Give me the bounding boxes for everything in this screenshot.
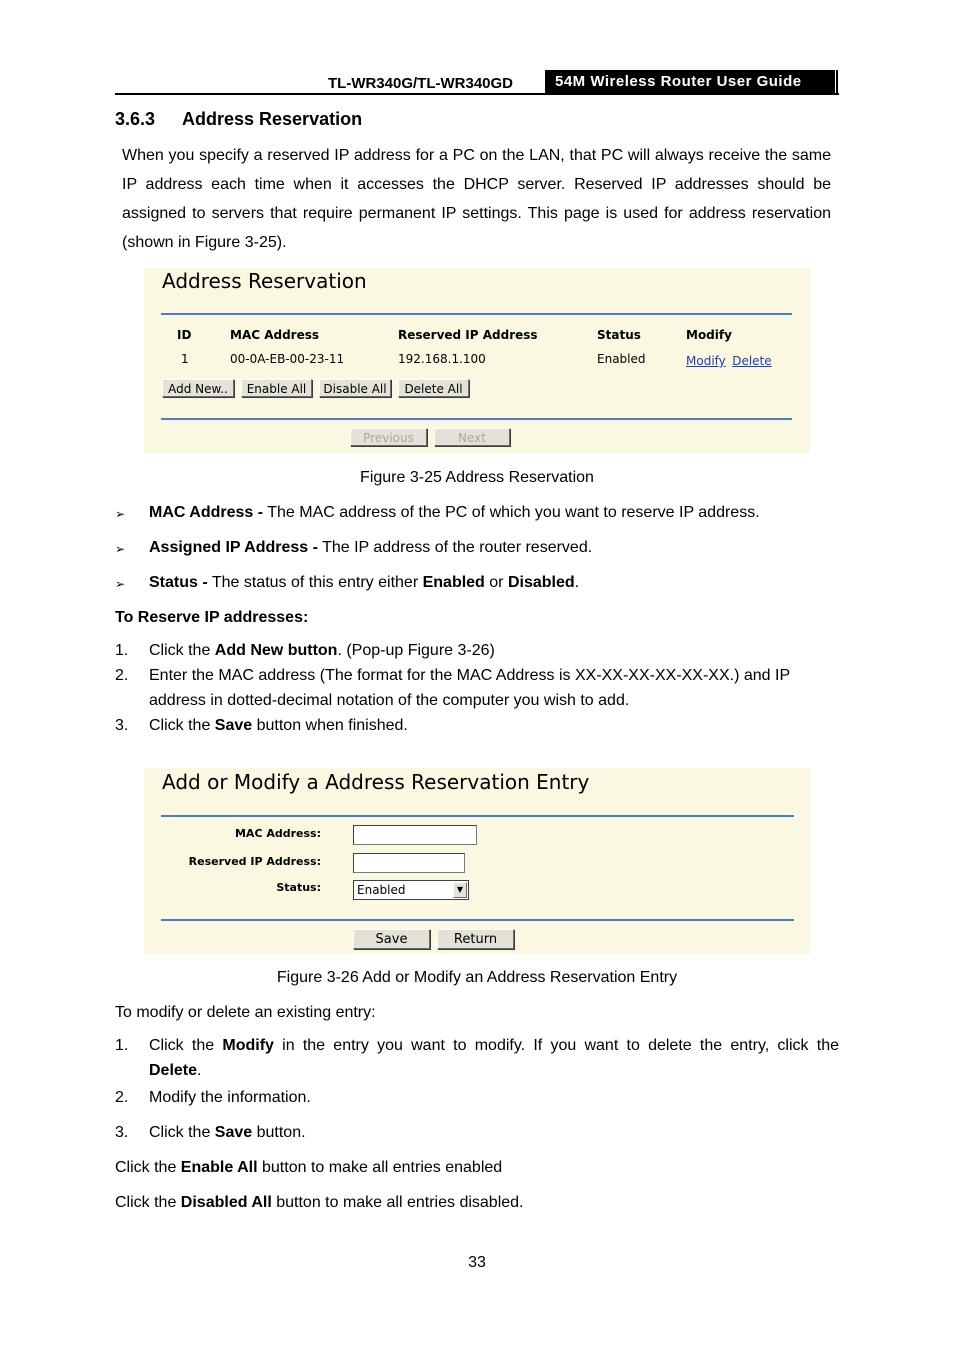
enable-all-button[interactable]: Enable All (241, 379, 312, 397)
step-number: 1. (115, 1037, 129, 1054)
mac-address-label: MAC Address: (234, 827, 321, 840)
col-header-id: ID (177, 328, 192, 342)
intro-paragraph: When you specify a reserved IP address for a PC on the LAN, that PC will always receive the same IP address each time when it accesses the DHCP server. Reserved IP addresses should be assigned to servers that require permanent IP settings. This page is used for address reservation (shown in Figure 3-25). (122, 147, 831, 251)
step-number: 3. (115, 1124, 129, 1141)
reserved-ip-label: Reserved IP Address: (188, 855, 321, 868)
reserved-ip-input[interactable] (353, 853, 465, 873)
row-mac: 00-0A-EB-00-23-11 (230, 352, 345, 366)
section-number: 3.6.3 (115, 109, 156, 129)
row-id: 1 (181, 352, 189, 366)
modify-intro: To modify or delete an existing entry: (115, 1004, 376, 1021)
row-actions (686, 352, 772, 370)
header-divider (836, 70, 838, 94)
save-button[interactable]: Save (353, 929, 430, 949)
header-guide-title: 54M Wireless Router User Guide (545, 70, 835, 94)
add-modify-entry-panel (144, 768, 810, 954)
step-number: 2. (115, 1089, 129, 1106)
section-title: Address Reservation (182, 109, 363, 129)
figure-26-caption: Figure 3-26 Add or Modify an Address Reservation Entry (276, 969, 678, 986)
bullet-arrow-icon: ➢ (115, 507, 126, 521)
step-number: 2. (115, 667, 129, 684)
bullet-arrow-icon: ➢ (115, 542, 126, 556)
step-text-line-2: Delete. (149, 1062, 202, 1079)
reserve-heading: To Reserve IP addresses: (115, 609, 309, 626)
col-header-mac: MAC Address (230, 328, 320, 342)
address-reservation-panel (144, 268, 810, 453)
step-text: Click the Save button. (149, 1124, 306, 1141)
panel-top-rule (161, 815, 794, 817)
step-text: Click the Modify in the entry you want to modify. If you want to delete the entry, click the (149, 1037, 840, 1054)
header-rule (115, 93, 839, 95)
step-text-line-1: Enter the MAC address (The format for the MAC Address is XX-XX-XX-XX-XX-XX.) and IP (149, 667, 791, 684)
panel-title: Address Reservation (162, 269, 367, 293)
row-status: Enabled (597, 352, 646, 366)
enable-all-note: Click the Enable All button to make all entries enabled (115, 1159, 503, 1176)
delete-link[interactable]: Delete (732, 354, 772, 368)
step-text: Click the Save button when finished. (149, 717, 408, 734)
step-number: 3. (115, 717, 129, 734)
col-header-modify: Modify (686, 328, 732, 342)
bullet-text: Status - The status of this entry either Enabled or Disabled. (149, 574, 580, 591)
chevron-down-icon[interactable]: ▼ (453, 882, 467, 898)
modify-link[interactable]: Modify (686, 354, 726, 368)
disable-all-button[interactable]: Disable All (319, 379, 391, 397)
previous-button[interactable]: Previous (350, 428, 427, 446)
col-header-status: Status (597, 328, 641, 342)
step-text: Click the Add New button. (Pop-up Figure 3-26) (149, 642, 495, 659)
section-heading (115, 109, 362, 130)
next-button[interactable]: Next (434, 428, 510, 446)
add-new-button[interactable]: Add New.. (162, 379, 234, 397)
panel-bottom-rule (161, 418, 792, 420)
step-number: 1. (115, 642, 129, 659)
row-ip: 192.168.1.100 (398, 352, 486, 366)
page-number: 33 (468, 1254, 486, 1271)
status-select[interactable] (353, 880, 469, 900)
bullet-text: MAC Address - The MAC address of the PC of which you want to reserve IP address. (149, 504, 760, 521)
bullet-text: Assigned IP Address - The IP address of the router reserved. (149, 539, 593, 556)
step-text-line-2: address in dotted-decimal notation of the computer you wish to add. (149, 692, 630, 709)
delete-all-button[interactable]: Delete All (398, 379, 469, 397)
status-select-value: Enabled (357, 883, 406, 897)
mac-address-input[interactable] (353, 825, 477, 845)
status-label: Status: (276, 881, 321, 894)
panel-bottom-rule (161, 919, 794, 921)
panel-title: Add or Modify a Address Reservation Entry (162, 770, 590, 794)
header-model: TL-WR340G/TL-WR340GD (328, 75, 514, 92)
step-text: Modify the information. (149, 1089, 311, 1106)
figure-25-caption: Figure 3-25 Address Reservation (360, 469, 594, 486)
disable-all-note: Click the Disabled All button to make all entries disabled. (115, 1194, 524, 1211)
bullet-arrow-icon: ➢ (115, 577, 126, 591)
return-button[interactable]: Return (437, 929, 514, 949)
col-header-ip: Reserved IP Address (398, 328, 538, 342)
panel-top-rule (161, 313, 792, 315)
